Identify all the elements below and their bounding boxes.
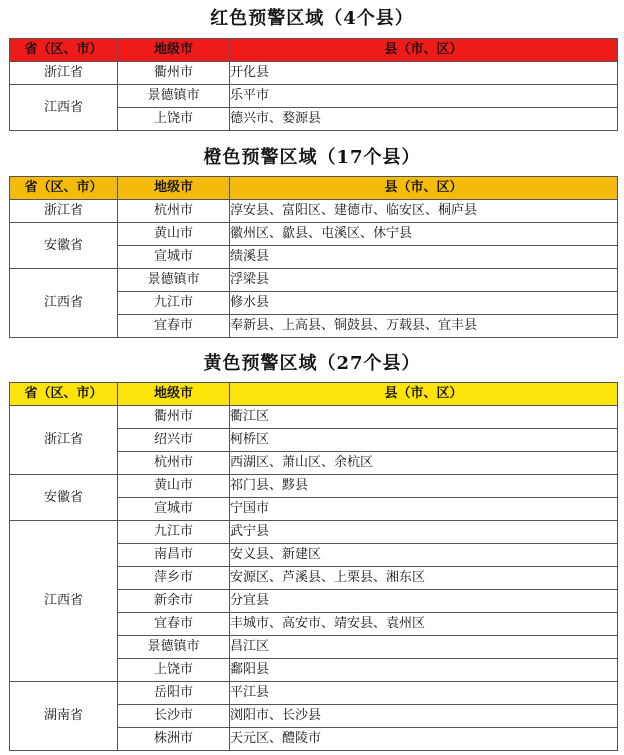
table-row [10, 85, 618, 108]
county-cell: 乐平市 [230, 85, 618, 108]
header-province: 省（区、市） [10, 177, 118, 200]
county-cell: 淳安县、富阳区、建德市、临安区、桐庐县 [230, 200, 618, 223]
table-row [10, 223, 618, 246]
yellow-section-title: 黄色预警区域（27个县） [203, 353, 421, 374]
county-cell: 祁门县、黟县 [230, 475, 618, 498]
header-city: 地级市 [118, 177, 230, 200]
city-cell: 新余市 [118, 590, 230, 613]
city-cell: 上饶市 [118, 108, 230, 131]
table-row [10, 682, 618, 705]
county-cell: 浏阳市、长沙县 [230, 705, 618, 728]
city-cell: 绍兴市 [118, 429, 230, 452]
county-cell: 浮梁县 [230, 269, 618, 292]
table-row [10, 62, 618, 85]
county-cell: 平江县 [230, 682, 618, 705]
header-county: 县（市、区） [230, 177, 618, 200]
city-cell: 黄山市 [118, 223, 230, 246]
city-cell: 宜春市 [118, 613, 230, 636]
county-cell: 安义县、新建区 [230, 544, 618, 567]
orange-warning-table [9, 176, 618, 338]
city-cell: 宜春市 [118, 315, 230, 338]
table-header-row [10, 39, 618, 62]
orange-section-title: 橙色预警区域（17个县） [203, 147, 421, 168]
city-cell: 景德镇市 [118, 636, 230, 659]
county-cell: 奉新县、上高县、铜鼓县、万载县、宜丰县 [230, 315, 618, 338]
province-cell: 浙江省 [10, 62, 118, 85]
table-header-row [10, 383, 618, 406]
county-cell: 绩溪县 [230, 246, 618, 269]
table-row [10, 475, 618, 498]
province-cell: 湖南省 [10, 682, 118, 751]
red-warning-table [9, 38, 618, 131]
county-cell: 昌江区 [230, 636, 618, 659]
county-cell: 柯桥区 [230, 429, 618, 452]
table-row [10, 269, 618, 292]
city-cell: 景德镇市 [118, 269, 230, 292]
county-cell: 天元区、醴陵市 [230, 728, 618, 751]
city-cell: 上饶市 [118, 659, 230, 682]
header-city: 地级市 [118, 39, 230, 62]
table-header-row [10, 177, 618, 200]
header-province: 省（区、市） [10, 383, 118, 406]
city-cell: 宣城市 [118, 246, 230, 269]
city-cell: 萍乡市 [118, 567, 230, 590]
table-row [10, 521, 618, 544]
county-cell: 安源区、芦溪县、上栗县、湘东区 [230, 567, 618, 590]
county-cell: 开化县 [230, 62, 618, 85]
county-cell: 德兴市、婺源县 [230, 108, 618, 131]
yellow-warning-table [9, 382, 618, 751]
city-cell: 衢州市 [118, 406, 230, 429]
table-row [10, 200, 618, 223]
city-cell: 宣城市 [118, 498, 230, 521]
county-cell: 鄱阳县 [230, 659, 618, 682]
city-cell: 岳阳市 [118, 682, 230, 705]
county-cell: 修水县 [230, 292, 618, 315]
county-cell: 西湖区、萧山区、余杭区 [230, 452, 618, 475]
red-section-title: 红色预警区域（4个县） [210, 8, 414, 29]
county-cell: 衢江区 [230, 406, 618, 429]
county-cell: 武宁县 [230, 521, 618, 544]
county-cell: 宁国市 [230, 498, 618, 521]
county-cell: 丰城市、高安市、靖安县、袁州区 [230, 613, 618, 636]
city-cell: 长沙市 [118, 705, 230, 728]
province-cell: 安徽省 [10, 475, 118, 521]
table-row [10, 406, 618, 429]
city-cell: 衢州市 [118, 62, 230, 85]
header-city: 地级市 [118, 383, 230, 406]
city-cell: 景德镇市 [118, 85, 230, 108]
county-cell: 徽州区、歙县、屯溪区、休宁县 [230, 223, 618, 246]
city-cell: 南昌市 [118, 544, 230, 567]
county-cell: 分宜县 [230, 590, 618, 613]
header-province: 省（区、市） [10, 39, 118, 62]
city-cell: 九江市 [118, 292, 230, 315]
city-cell: 黄山市 [118, 475, 230, 498]
province-cell: 浙江省 [10, 200, 118, 223]
province-cell: 江西省 [10, 85, 118, 131]
header-county: 县（市、区） [230, 39, 618, 62]
province-cell: 浙江省 [10, 406, 118, 475]
province-cell: 江西省 [10, 521, 118, 682]
province-cell: 安徽省 [10, 223, 118, 269]
city-cell: 株洲市 [118, 728, 230, 751]
city-cell: 杭州市 [118, 452, 230, 475]
province-cell: 江西省 [10, 269, 118, 338]
city-cell: 杭州市 [118, 200, 230, 223]
city-cell: 九江市 [118, 521, 230, 544]
header-county: 县（市、区） [230, 383, 618, 406]
